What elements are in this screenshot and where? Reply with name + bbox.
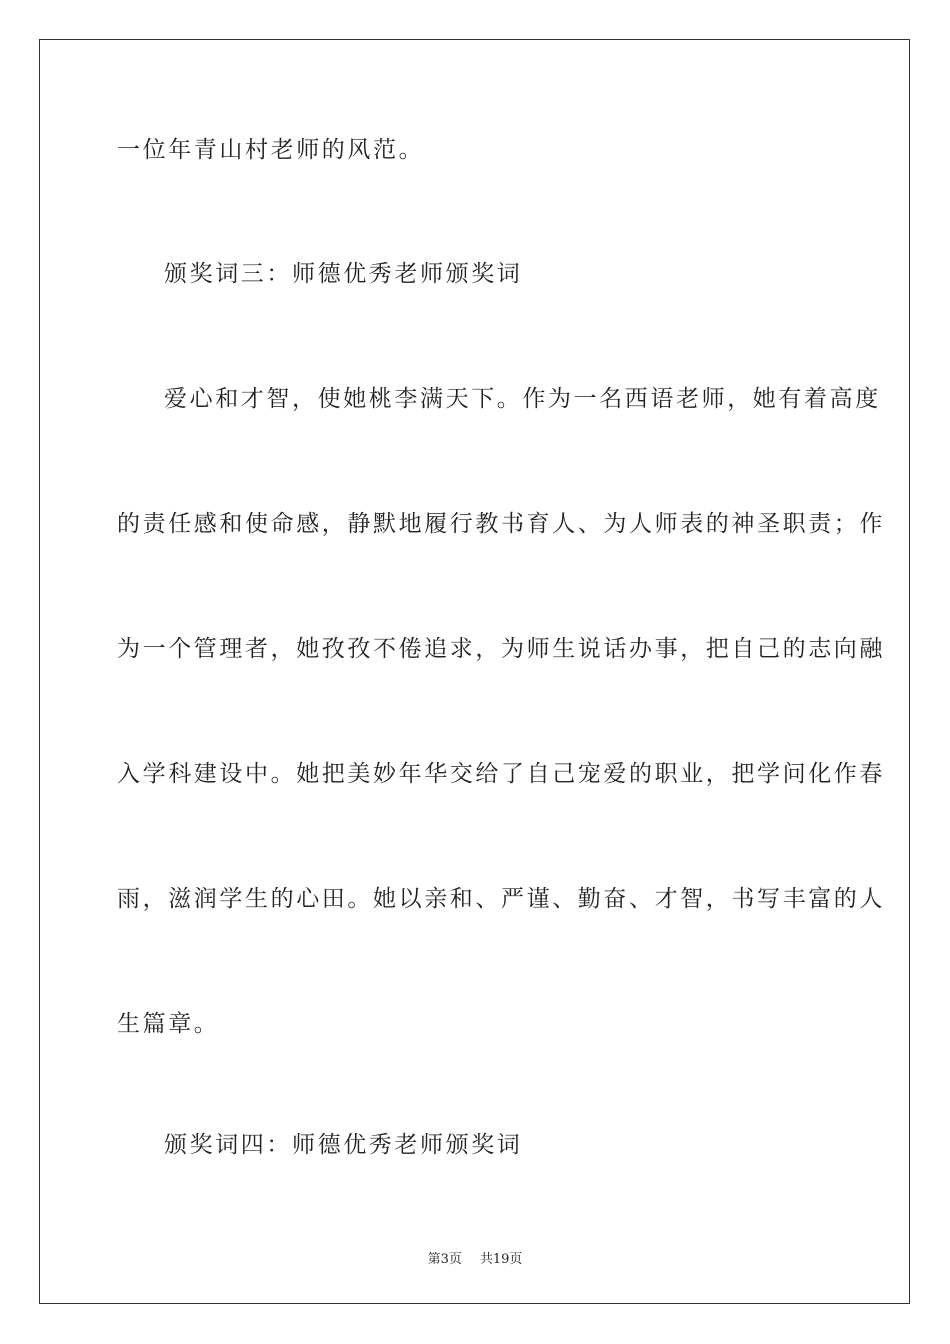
body-line: 爱心和才智，使她桃李满天下。作为一名西语老师，她有着高度 <box>164 386 881 412</box>
body-line: 生篇章。 <box>117 1011 220 1037</box>
section-heading: 颁奖词三：师德优秀老师颁奖词 <box>164 261 523 287</box>
page-frame <box>39 39 910 1304</box>
section-heading: 颁奖词四：师德优秀老师颁奖词 <box>164 1132 523 1158</box>
page-footer <box>0 1248 950 1267</box>
body-line: 为一个管理者，她孜孜不倦追求，为师生说话办事，把自己的志向融 <box>117 636 885 662</box>
body-line: 一位年青山村老师的风范。 <box>117 137 425 163</box>
body-line: 的责任感和使命感，静默地履行教书育人、为人师表的神圣职责；作 <box>117 511 885 537</box>
body-line: 雨，滋润学生的心田。她以亲和、严谨、勤奋、才智，书写丰富的人 <box>117 886 885 912</box>
page-number: 第3页 <box>427 1252 462 1267</box>
body-line: 入学科建设中。她把美妙年华交给了自己宠爱的职业，把学问化作春 <box>117 761 885 787</box>
page-total: 共19页 <box>479 1252 523 1267</box>
